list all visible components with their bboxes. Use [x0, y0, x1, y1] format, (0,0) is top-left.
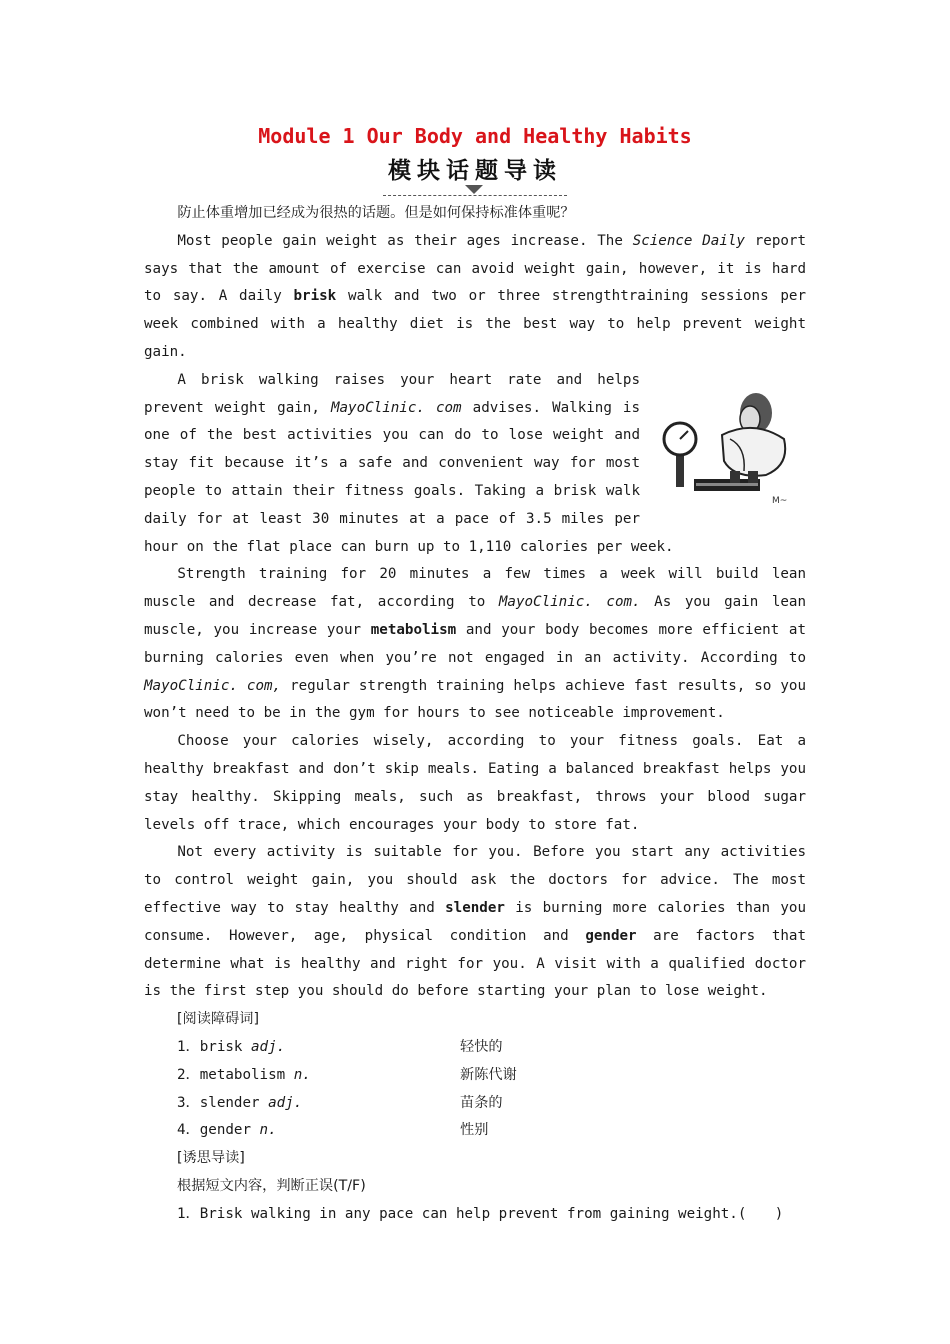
vocab-word: 3．slender adj. — [177, 1094, 303, 1111]
vocab-word: 2．metabolism n. — [177, 1066, 311, 1083]
vocab-item — [144, 1034, 806, 1062]
vocab-item — [144, 1090, 806, 1118]
keyword: gender — [585, 927, 637, 944]
section-banner — [383, 155, 567, 196]
paragraph-1 — [144, 228, 806, 367]
keyword: slender — [445, 899, 505, 916]
vocab-word: 1．brisk adj. — [177, 1038, 286, 1055]
intro-paragraph: 防止体重增加已经成为很热的话题。但是如何保持标准体重呢？ — [177, 205, 575, 221]
source-name: MayoClinic. com — [330, 399, 462, 416]
keyword: metabolism — [370, 621, 457, 638]
vocab-meaning: 性别 — [460, 1122, 489, 1139]
svg-text:M~: M~ — [772, 495, 788, 506]
text: As you gain lean muscle, you increase your — [144, 594, 806, 638]
keyword: brisk — [293, 288, 337, 305]
vocab-item — [144, 1117, 806, 1145]
vocab-meaning: 苗条的 — [460, 1094, 503, 1111]
banner-arrow-icon — [465, 185, 483, 194]
text: Not every activity is suitable for you. Before you start any activities to control weight gain, you should ask the doctors for advice. The most effective way to stay healthy and — [144, 844, 806, 916]
text: Strength training for 20 minutes a few times a week will build lean muscle and decrease fat, according to — [144, 566, 806, 611]
text: A brisk walking raises your heart rate and helps prevent weight gain, — [144, 371, 640, 416]
guide-heading: [诱思导读] — [177, 1150, 245, 1167]
text: is burning more calories than you consume. However, age, physical condition and — [144, 899, 807, 944]
article-body — [144, 200, 806, 1228]
page-title: Module 1 Our Body and Healthy Habits — [258, 124, 692, 148]
guide-instruction: 根据短文内容，判断正误(T/F) — [177, 1177, 366, 1194]
source-name: Science Daily — [632, 232, 745, 249]
paragraph-4: Choose your calories wisely, according to your fitness goals. Eat a healthy breakfast and don’t skip meals. Eating a balanced breakfast helps you stay healthy. Skipping meals, such as breakfast, throws your blood sugar levels off trace, which encourages your body to store fat. — [144, 733, 806, 833]
banner-text: 模块话题导读 — [388, 158, 562, 184]
text: advises. Walking is one of the best activities you can do to lose weight and stay fit because it’s a safe and convenient way for most people to attain their fitness goals. Taking a brisk walk daily for at least 30 minutes at a pace of 3.5 miles per hour on the flat place can burn up to 1,110 calories per week. — [144, 399, 674, 555]
cartoon-person-on-scale-icon — [654, 375, 806, 515]
vocab-word: 4．gender n. — [177, 1122, 277, 1139]
text: are factors that determine what is healthy and right for you. A visit with a qualified doctor is the first step you should do before starting your plan to lose weight. — [144, 927, 806, 1000]
text: walk and two or three strengthtraining sessions per week combined with a healthy diet is the best way to help prevent weight gain. — [144, 288, 806, 360]
source-name: MayoClinic. com. — [498, 594, 641, 611]
vocab-meaning: 新陈代谢 — [460, 1066, 517, 1083]
question-1[interactable]: 1．Brisk walking in any pace can help prevent from gaining weight.( ) — [177, 1205, 784, 1222]
text: Most people gain weight as their ages increase. The — [177, 232, 633, 249]
vocab-item — [144, 1062, 806, 1090]
text: report says that the amount of exercise can avoid weight gain, however, it is hard to say. A daily — [144, 232, 806, 305]
text: and your body becomes more efficient at burning calories even when you’re not engaged in an activity. According to — [144, 621, 806, 666]
source-name: MayoClinic. com, — [144, 677, 282, 694]
vocab-heading: [阅读障碍词] — [177, 1011, 260, 1028]
text: regular strength training helps achieve fast results, so you won’t need to be in the gym for hours to see noticeable improvement. — [144, 677, 806, 722]
vocab-meaning: 轻快的 — [460, 1038, 503, 1055]
paragraph-3 — [144, 561, 806, 728]
paragraph-5 — [144, 839, 806, 1006]
